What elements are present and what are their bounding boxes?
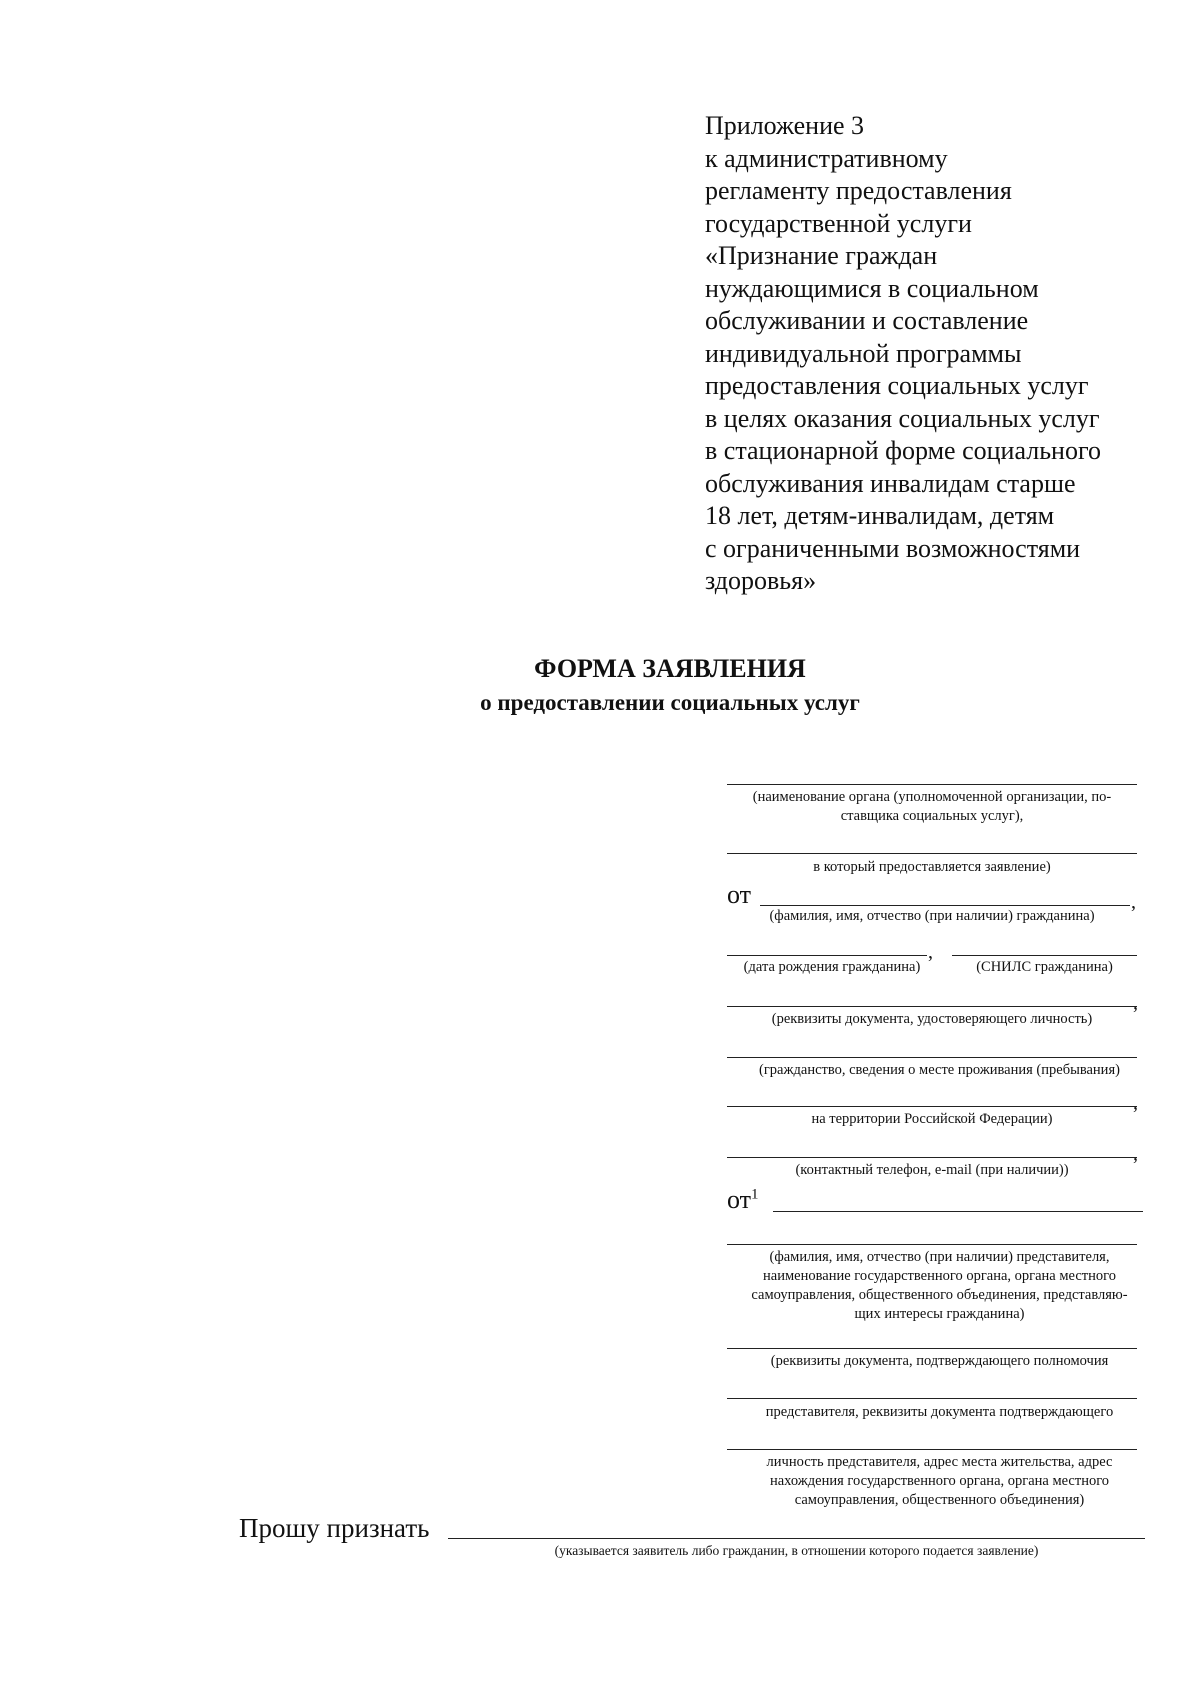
representative-field[interactable] [773,1211,1143,1212]
comma: , [928,941,933,963]
comma: , [1133,1143,1138,1165]
form-subtitle: о предоставлении социальных услуг [480,690,860,715]
citizenship-field[interactable] [727,1057,1137,1058]
citizen-fio-caption: (фамилия, имя, отчество (при наличии) гражданина) [769,908,1095,924]
appendix-line: обслуживания инвалидам старше [705,468,1076,498]
citizenship-caption: (гражданство, сведения о месте проживания (пребывания) [759,1062,1120,1078]
rep-address-field[interactable] [727,1449,1137,1450]
rep-address-caption: личность представителя, адрес места жительства, адрес нахождения государственного органа, органа местного самоуправления, общественного объединения) [766,1454,1113,1508]
rep-document-field[interactable] [727,1348,1137,1349]
id-document-caption: (реквизиты документа, удостоверяющего личность) [771,1011,1093,1027]
snils-caption: (СНИЛС гражданина) [976,959,1113,975]
appendix-line: обслуживании и составление [705,306,1029,335]
appendix-line: 18 лет, детям-инвалидам, детям [705,501,1055,530]
representative-caption: (фамилия, имя, отчество (при наличии) представителя, наименование государственного органа, органа местного самоуправления, общественного объединения, представляю- щих интересы гражданина) [751,1249,1128,1322]
rep-document-caption-2: представителя, реквизиты документа подтверждающего [765,1404,1114,1420]
comma: , [1133,992,1138,1014]
citizen-fio-field[interactable] [760,905,1130,906]
appendix-line: Приложение 3 [705,111,865,140]
appendix-line: государственной услуги [705,208,972,238]
representative-field-2[interactable] [727,1244,1137,1245]
comma: , [1131,891,1136,913]
comma: , [1133,1092,1138,1114]
id-document-field[interactable] [727,1006,1137,1007]
appendix-line: с ограниченными возможностями [705,533,1081,563]
appendix-line: нуждающимися в социальном [705,273,1039,303]
appendix-line: в целях оказания социальных услуг [705,403,1100,433]
appendix-line: в стационарной форме социального [705,436,1101,465]
rep-document-field-2[interactable] [727,1398,1137,1399]
organ-name-field-2[interactable] [727,853,1137,854]
organ-name-caption-2: в который предоставляется заявление) [813,859,1051,875]
rep-document-caption: (реквизиты документа, подтверждающего полномочия [770,1353,1109,1369]
birthdate-field[interactable] [727,955,927,956]
snils-field[interactable] [952,955,1137,956]
footnote-mark: 1 [751,1186,759,1203]
residence-field[interactable] [727,1106,1137,1107]
appendix-line: здоровья» [705,566,817,595]
from-label: от [727,880,752,909]
appendix-line: «Признание граждан [705,241,938,270]
from-label-representative: $от^1$ [727,1185,759,1214]
request-label: Прошу признать [239,1513,430,1543]
appendix-line: предоставления социальных услуг [705,371,1089,400]
appendix-line: индивидуальной программы [705,338,1022,368]
organ-name-field[interactable] [727,784,1137,785]
contact-field[interactable] [727,1157,1137,1158]
appendix-line: к административному [705,143,948,173]
residence-caption: на территории Российской Федерации) [811,1111,1053,1127]
appendix-line: регламенту предоставления [705,176,1012,205]
contact-caption: (контактный телефон, e-mail (при наличии)) [795,1162,1069,1178]
request-field[interactable] [448,1538,1145,1539]
form-title: ФОРМА ЗАЯВЛЕНИЯ [534,654,806,683]
appendix-header [705,110,1175,598]
birthdate-caption: (дата рождения гражданина) [743,959,921,975]
organ-name-caption: (наименование органа (уполномоченной организации, по- ставщика социальных услуг), [752,789,1112,824]
request-caption: (указывается заявитель либо гражданин, в отношении которого подается заявление) [554,1543,1039,1558]
